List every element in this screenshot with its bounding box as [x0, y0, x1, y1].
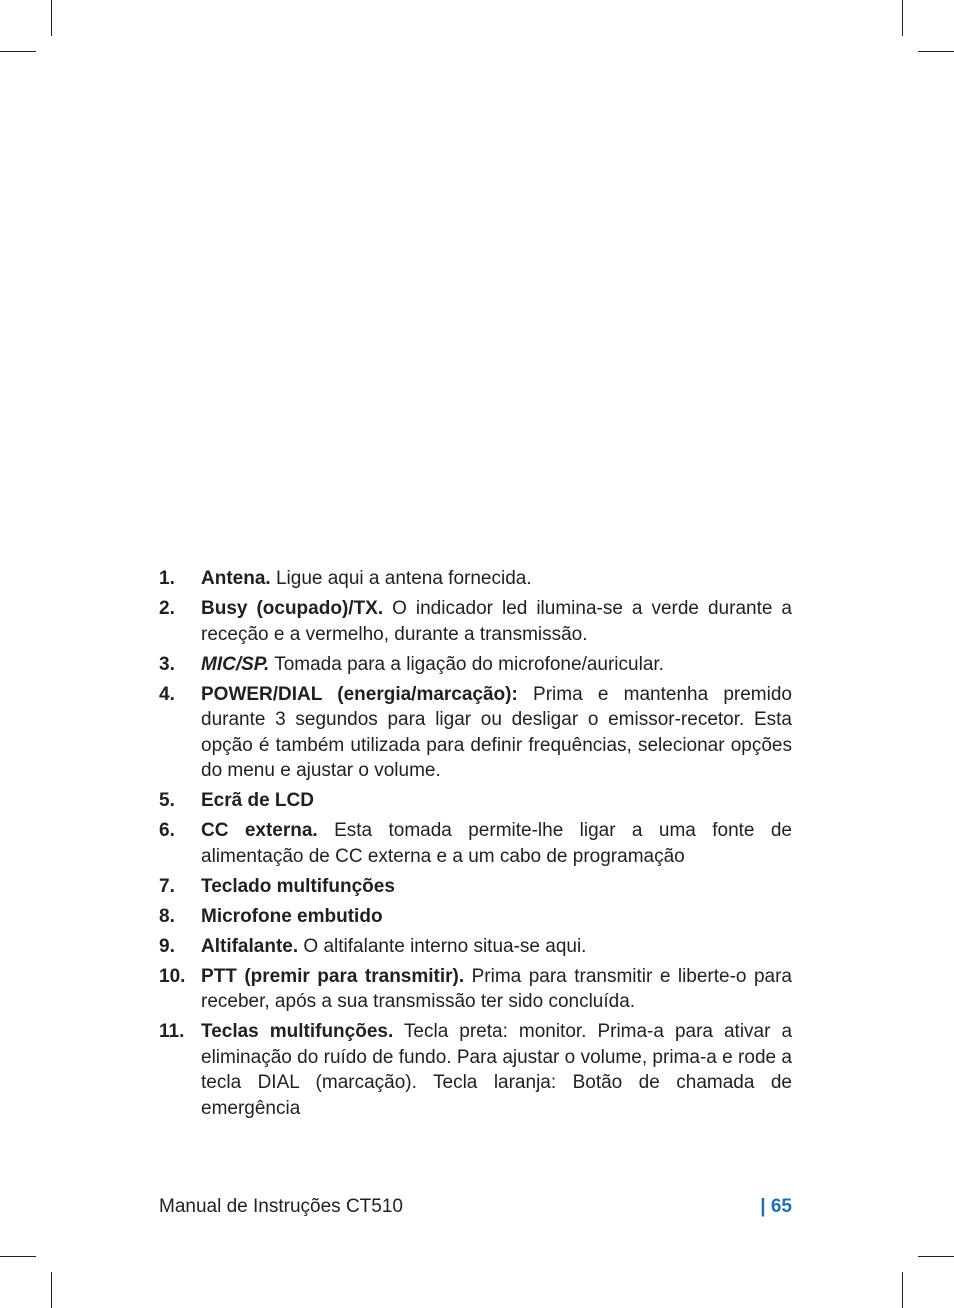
item-description	[201, 964, 792, 1015]
page-footer	[159, 1194, 792, 1219]
item-term: Ecrã de LCD	[201, 790, 314, 811]
component-list	[159, 566, 792, 1126]
item-number: 11.	[159, 1021, 185, 1042]
item-description	[201, 788, 792, 814]
list-item	[159, 818, 792, 869]
item-description	[201, 682, 792, 784]
item-text: Tecla preta: monitor. Prima-a para ativar a eliminação do ruído de fundo. Para ajustar o volume, prima-a e rode a tecla DIAL (marcação). Tecla laranja: Botão de chamada de emergência	[201, 1021, 793, 1119]
item-term: Altifalante.	[201, 935, 299, 957]
crop-mark-top-left-vertical	[51, 0, 52, 36]
item-description	[201, 934, 792, 960]
item-number: 6.	[159, 820, 175, 841]
crop-mark-bottom-left-horizontal	[0, 1256, 36, 1257]
item-number: 9.	[159, 935, 175, 957]
list-item	[159, 1019, 792, 1121]
item-text: Ligue aqui a antena fornecida.	[270, 568, 532, 589]
item-number: 3.	[159, 653, 175, 675]
footer-title: Manual de Instruções CT510	[159, 1196, 403, 1217]
list-item	[159, 934, 792, 960]
item-term: PTT (premir para transmitir).	[201, 965, 465, 987]
item-term: Teclas multifunções.	[201, 1021, 394, 1042]
item-term: Teclado multifunções	[201, 875, 395, 897]
item-description	[201, 566, 792, 592]
item-description	[201, 904, 792, 930]
item-number: 5.	[159, 790, 175, 811]
list-item	[159, 566, 792, 592]
list-item	[159, 788, 792, 814]
item-term: Busy (ocupado)/TX.	[201, 598, 384, 619]
item-term: Antena.	[201, 568, 271, 589]
list-item	[159, 652, 792, 678]
item-text: O indicador led ilumina-se a verde durante a receção e a vermelho, durante a transmissão.	[201, 598, 792, 645]
list-item	[159, 682, 792, 784]
item-number: 2.	[159, 598, 175, 619]
crop-mark-top-right-vertical	[902, 0, 903, 36]
page-number: | 65	[760, 1196, 792, 1217]
item-description	[201, 818, 792, 869]
crop-mark-bottom-right-horizontal	[918, 1256, 954, 1257]
crop-mark-bottom-left-vertical	[51, 1272, 52, 1308]
list-item	[159, 904, 792, 930]
list-item	[159, 874, 792, 900]
item-text: Esta tomada permite-lhe ligar a uma fonte de alimentação de CC externa e a um cabo de programação	[201, 820, 792, 867]
list-item	[159, 964, 792, 1015]
item-number: 7.	[159, 875, 175, 897]
item-term: CC externa.	[201, 820, 318, 841]
item-description	[201, 652, 792, 678]
item-number: 1.	[159, 568, 175, 589]
crop-mark-bottom-right-vertical	[902, 1272, 903, 1308]
item-term: Microfone embutido	[201, 905, 383, 927]
item-number: 10.	[159, 965, 186, 987]
crop-mark-top-left-horizontal	[0, 51, 36, 52]
item-text: Prima e mantenha premido durante 3 segundos para ligar ou desligar o emissor-recetor. Esta opção é também utilizada para definir frequências, selecionar opções do menu e ajustar o volume.	[201, 683, 792, 781]
item-text: Prima para transmitir e liberte-o para receber, após a sua transmissão ter sido concluída.	[201, 965, 793, 1012]
item-number: 8.	[159, 905, 175, 927]
list-item	[159, 596, 792, 647]
item-term: POWER/DIAL (energia/marcação):	[201, 683, 518, 705]
item-description	[201, 1019, 792, 1121]
item-term: MIC/SP.	[201, 653, 270, 675]
item-number: 4.	[159, 683, 175, 705]
item-description	[201, 874, 792, 900]
item-description	[201, 596, 792, 647]
crop-mark-top-right-horizontal	[918, 51, 954, 52]
item-text: O altifalante interno situa-se aqui.	[298, 935, 587, 957]
item-text: Tomada para a ligação do microfone/auricular.	[269, 653, 664, 675]
